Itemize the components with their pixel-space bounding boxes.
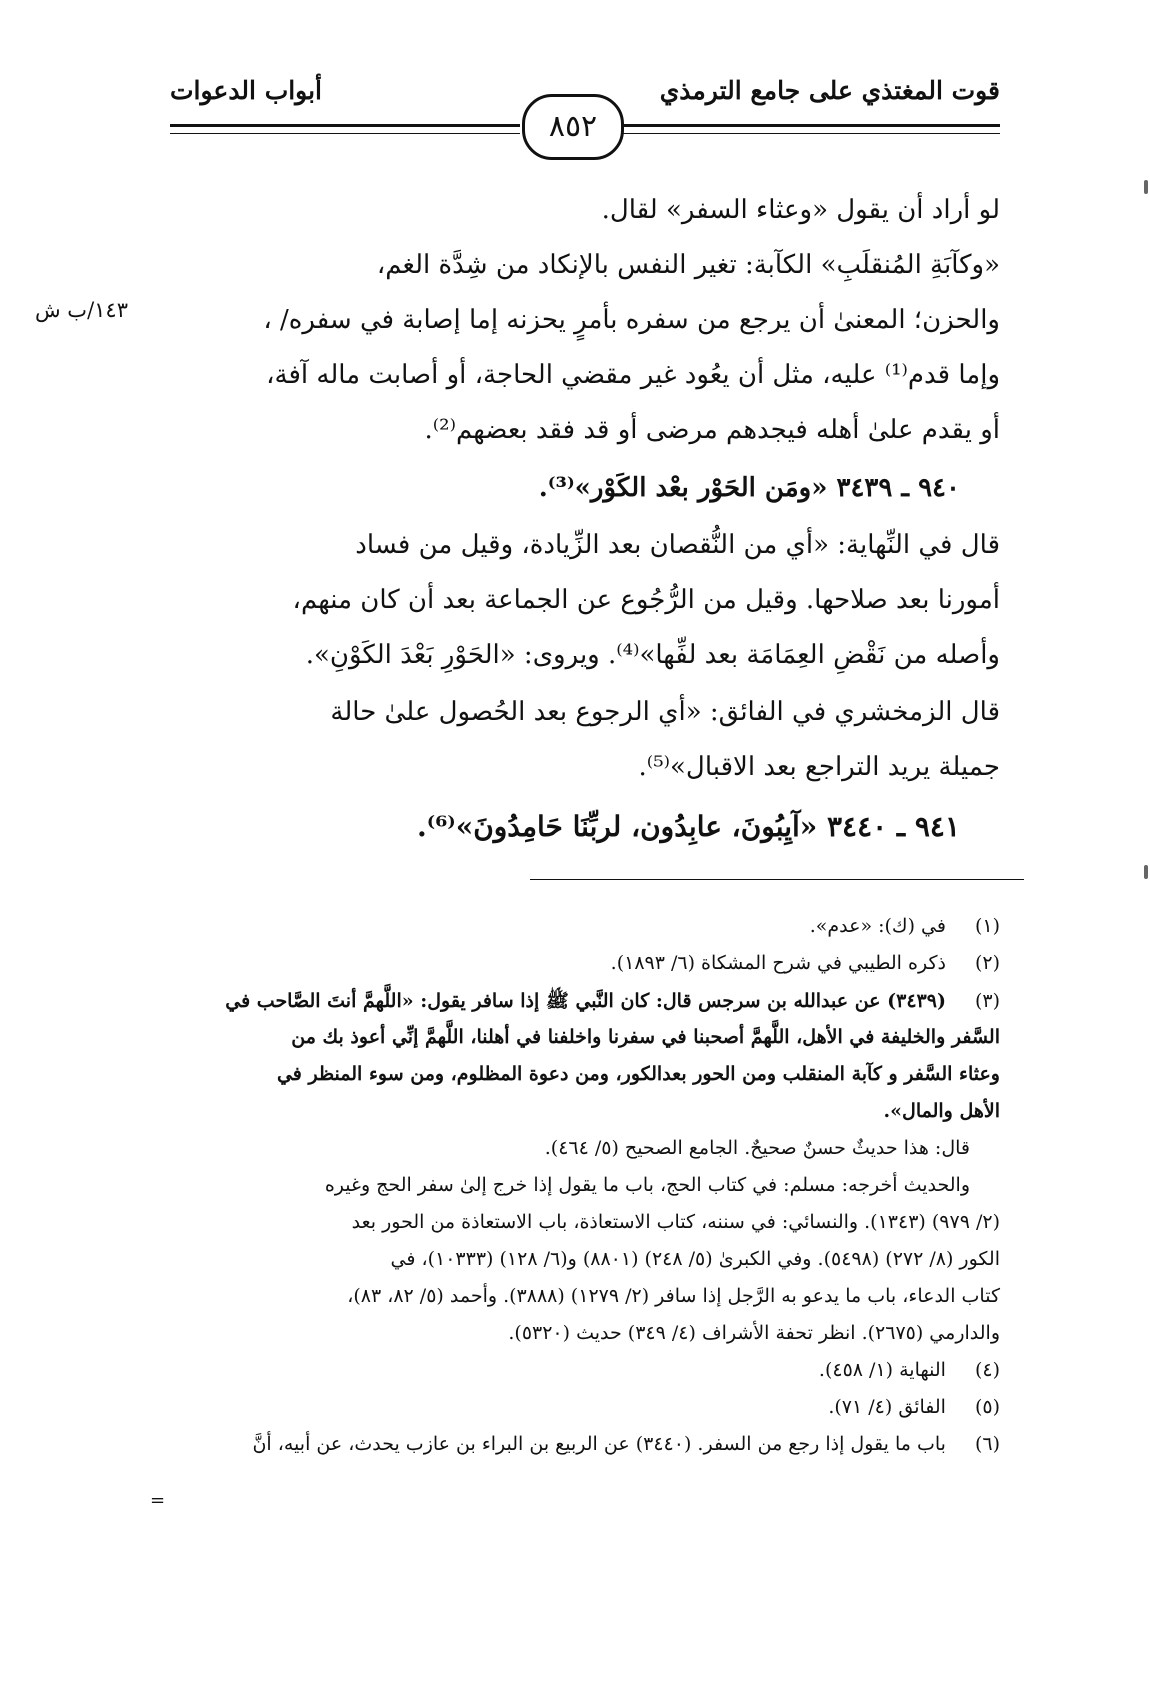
footnote-text: الفائق (٤/ ٧١).	[828, 1396, 946, 1418]
manuscript-margin-note: ١٤٣/ب ش	[35, 298, 128, 322]
footnote-text: باب ما يقول إذا رجع من السفر. (٣٤٤٠) عن الربيع بن البراء بن عازب يحدث، عن أبيه، أنَّ	[252, 1433, 946, 1455]
footnote-number: (٣)	[974, 990, 1000, 1012]
main-text-line: والحزن؛ المعنىٰ أن يرجع من سفره بأمرٍ يحزنه إما إصابة في سفره/ ،	[263, 305, 1000, 335]
footnote-text: والحديث أخرجه: مسلم: في كتاب الحج، باب ما يقول إذا خرج إلىٰ سفر الحج وغيره	[324, 1174, 970, 1196]
footnote-6	[140, 1433, 1000, 1455]
footnote-text: السَّفر والخليفة في الأهل، اللَّهمَّ أصحبنا في سفرنا واخلفنا في أهلنا، اللَّهمَّ إنِّي أعوذ بك من	[291, 1026, 1000, 1048]
footnote-3-line	[140, 1248, 1000, 1270]
header-rule-right-thick	[620, 124, 1000, 127]
main-text-line: لو أراد أن يقول «وعثاء السفر» لقال.	[601, 195, 1000, 225]
page-number: ٨٥٢	[522, 94, 624, 160]
footnote-text: في (ك): «عدم».	[809, 915, 946, 937]
footnote-text: وعثاء السَّفر و كآبة المنقلب ومن الحور بعدالكور، ومن دعوة المظلوم، ومن سوء المنظر في	[276, 1063, 1000, 1085]
footnote-number: (٦)	[974, 1433, 1000, 1455]
footnote-3-line	[140, 1322, 1000, 1344]
scan-edge-mark	[1144, 865, 1148, 879]
footnote-1	[140, 915, 1000, 937]
footnote-number: (٤)	[974, 1359, 1000, 1381]
footnote-3-line	[110, 1174, 970, 1196]
footnote-text: (٣٤٣٩) عن عبدالله بن سرجس قال: كان النَّبي ﷺ إذا سافر يقول: «اللَّهمَّ أنتَ الصَّاحب في	[225, 990, 946, 1012]
main-text-line: أمورنا بعد صلاحها. وقيل من الرُّجُوع عن الجماعة بعد أن كان منهم،	[292, 585, 1000, 615]
running-header-chapter-title: أبواب الدعوات	[170, 76, 323, 105]
footnote-3-line	[140, 1063, 1000, 1085]
footnote-number: (١)	[974, 915, 1000, 937]
footnote-text: الأهل والمال».	[883, 1100, 1000, 1122]
footnote-3-line	[140, 1211, 1000, 1233]
scan-edge-mark	[1144, 180, 1148, 194]
footnote-3-line	[140, 1285, 1000, 1307]
main-text-line: وأصله من نَقْضِ العِمَامَة بعد لفِّها»⁽⁴⁾. ويروى: «الحَوْرِ بَعْدَ الكَوْنِ».	[305, 640, 1000, 670]
footnote-4	[140, 1359, 1000, 1381]
footnote-2	[140, 952, 1000, 974]
footnote-text: النهاية (١/ ٤٥٨).	[818, 1359, 946, 1381]
footnote-3-line	[140, 1100, 1000, 1122]
main-text-line: جميلة يريد التراجع بعد الاقبال»⁽⁵⁾.	[638, 752, 1000, 782]
header-rule-right-thin	[620, 133, 1000, 134]
footnote-number: (٢)	[974, 952, 1000, 974]
main-text-line: وإما قدم⁽¹⁾ عليه، مثل أن يعُود غير مقضي الحاجة، أو أصابت ماله آفة،	[266, 360, 1000, 390]
hadith-heading-940: ٩٤٠ ـ ٣٤٣٩ «ومَن الحَوْر بعْد الكَوْر»⁽³⁾.	[538, 473, 960, 503]
footnote-text: ذكره الطيبي في شرح المشكاة (٦/ ١٨٩٣).	[610, 952, 946, 974]
footnote-text: (٢/ ٩٧٩) (١٣٤٣). والنسائي: في سننه، كتاب الاستعاذة، باب الاستعاذة من الحور بعد	[351, 1211, 1000, 1233]
footnote-3	[140, 989, 1000, 1017]
footnote-5	[140, 1396, 1000, 1418]
footnote-text: والدارمي (٢٦٧٥). انظر تحفة الأشراف (٤/ ٣٤٩) حديث (٥٣٢٠).	[508, 1322, 1000, 1344]
main-text-line: «وكآبَةِ المُنقلَبِ» الكآبة: تغير النفس بالإنكاد من شِدَّة الغم،	[376, 250, 1000, 280]
main-text-line: قال الزمخشري في الفائق: «أي الرجوع بعد الحُصول علىٰ حالة	[330, 697, 1000, 727]
hadith-heading-941: ٩٤١ ـ ٣٤٤٠ «آيِبُونَ، عابِدُون، لربِّنَا حَامِدُونَ»⁽⁶⁾.	[417, 810, 960, 843]
header-rule-left-thin	[170, 133, 520, 134]
continuation-mark: =	[150, 1490, 166, 1511]
footnote-separator	[530, 879, 1024, 880]
running-header-book-title: قوت المغتذي على جامع الترمذي	[659, 76, 1000, 105]
footnote-text: كتاب الدعاء، باب ما يدعو به الرَّجل إذا سافر (٢/ ١٢٧٩) (٣٨٨٨). وأحمد (٥/ ٨٢، ٨٣)،	[347, 1285, 1000, 1307]
main-text-line: قال في النِّهاية: «أي من النُّقصان بعد الزِّيادة، وقيل من فساد	[355, 530, 1000, 560]
footnote-3-line	[140, 1026, 1000, 1048]
footnote-3-line	[110, 1137, 970, 1159]
footnote-text: قال: هذا حديثٌ حسنٌ صحيحٌ. الجامع الصحيح (٥/ ٤٦٤).	[544, 1137, 970, 1159]
footnote-text: الكور (٨/ ٢٧٢) (٥٤٩٨). وفي الكبرىٰ (٥/ ٢٤٨) (٨٨٠١) و(٦/ ١٢٨) (١٠٣٣٣)، في	[390, 1248, 1000, 1270]
header-rule-left-thick	[170, 124, 520, 127]
main-text-line: أو يقدم علىٰ أهله فيجدهم مرضى أو قد فقد بعضهم⁽²⁾.	[424, 415, 1000, 445]
footnote-number: (٥)	[974, 1396, 1000, 1418]
